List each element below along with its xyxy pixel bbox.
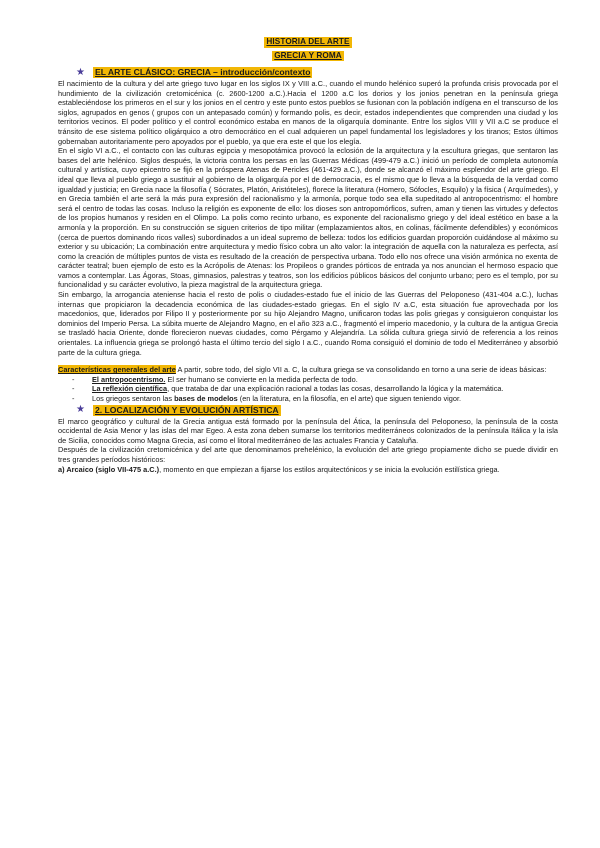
star-icon: ★ [76, 404, 85, 416]
title-block [58, 34, 558, 61]
characteristics-list [58, 375, 558, 404]
list-item [80, 394, 558, 404]
list-item-bold: La reflexión científica [92, 384, 168, 394]
list-item [80, 384, 558, 394]
page-title: HISTORIA DEL ARTE [266, 37, 350, 46]
section-heading-2 [76, 405, 558, 416]
star-icon: ★ [76, 66, 85, 78]
characteristics-paragraph [58, 365, 558, 375]
section-heading-2-text: 2. LOCALIZACIÓN Y EVOLUCIÓN ARTÍSTICA [94, 404, 279, 415]
list-item-text: , que trataba de dar una explicación racional a todas las cosas, desarrollando la lógica y la matemática. [167, 384, 504, 394]
paragraph-intro: El nacimiento de la cultura y del arte griego tuvo lugar en los siglos IX y VIII a.C., cuando el mundo helénico superó la profunda crisis provocada por el hundimiento de la civilización cretomicénica (c. 2600-1200 a.C.).Hacia el 1200 a.C los dorios y los jonios penetran en la península griega estableciéndose los primeros en el sur y los jonios en el centro y este punto estos pueblos se fusionan con la población indígena en el transcurso de los siglos, agrupados en genos ( grupos con un antepasado común) y formando polis, es decir, estados independientes que comprenden una ciudad y los territorios vecinos. El poder político y el control económico estaba en manos de la oligarquía dominante. Entre los siglos VIII y VII a.C se produce el tránsito de ese sistema político oligárquico a otro democrático en el cual adquieren un papel fundamental los legisladores y los tiranos; Estos últimos gobernaban autoritariamente pero apoyados por el pueblo, ya que era este el que los elegía. [58, 79, 558, 146]
paragraph-classical-art: En el siglo VI a.C., el contacto con las culturas egipcia y mesopotámica provocó la eclosión de la arquitectura y la escultura griegas, que sentaron las bases del arte helénico. Siglos después, la victoria contra los persas en las Guerras Médicas (499-479 a.C.) inició un período de completa autonomía cultural y artística, cuyo epicentro se fijó en la próspera Atenas de Pericles (461-429 a.C.), donde se alcanzó el máximo esplendor del arte griego. El ideal que lleva al pueblo griego a sustituir al gobierno de la oligarquía por el de democracia, es el mismo que lo lleva a la búsqueda de la verdad como igualdad y justicia; en Grecia nace la filosofía ( Sócrates, Platón, Aristóteles), florece la literatura (Homero, Sófocles, Esquilo) y la física ( Arquímedes), y en Grecia también el arte será la más pura expresión del racionalismo y la armonía, porque todo sea ella supeditado al antropocentrismo: el hombre será el centro de todas las cosas. Incluso la religión es exponente de ello: los dioses son antropomórficos, sufren, aman y tienen las virtudes y defectos de los propios humanos y residen en el Olimpo. La polis como recinto urbano, es exponente del racionalismo griego y del ideal estético en base a la armonía y la proporción. En su construcción se siguen criterios de tipo militar (emplazamientos altos, en colinas, fácilmente defendibles) y económicos (cerca de puertos dominando ricos valles) subordinados a un ideal supremo de belleza: todos los edificios guardan proporción cuidándose al máximo su exterior y su ubicación; La combinación entre arquitectura y medio físico cobra un alto valor: la integración de aquella con la naturaleza es perfecta, así como la creación de múltiples puntos de vista es resultado de la creación de perspectiva urbana. Todo ello nos ofrece una visión armónica no exenta de carácter teatral; buen ejemplo de esto es la Acrópolis de Atenas: los Propileos o grandes pórticos de entrada ya nos anuncian el hermoso espacio que vamos a contemplar. Las Ágoras, Stoas, gimnasios, palestras y teatros, son los edificios públicos básicos del conjunto urbano; pero es el templo, por su funcionalidad y su carácter evolutivo, la pieza magistral de la arquitectura griega. [58, 146, 558, 290]
paragraph-evolution: Después de la civilización cretomicénica y del arte que denominamos prehelénico, la evolución del arte griego propiamente dicho se puede dividir en tres grandes períodos históricos: [58, 445, 558, 464]
list-item-text: (en la literatura, en la filosofía, en el arte) que siguen teniendo vigor. [237, 394, 462, 403]
paragraph-geography: El marco geográfico y cultural de la Grecia antigua está formado por la península del Ática, la península del Peloponeso, la península de la costa occidental de Asia Menor y las islas del mar Egeo. A esta zona deben sumarse los territorios mediterráneos colonizados de la península Itálica y la isla de Sicilia, conocidos como Magna Grecia, así como el litoral mediterráneo de las actuales Francia y Cataluña. [58, 416, 558, 445]
paragraph-period-a [58, 465, 558, 475]
list-item-pre: Los griegos sentaron las [92, 394, 175, 403]
characteristics-intro: A partir, sobre todo, del siglo VII a. C, la cultura griega se va consolidando en torno a una serie de ideas básicas: [175, 365, 547, 375]
characteristics-label: Características generales del arte [58, 365, 176, 375]
list-item-bold: El antropocentrismo. [92, 374, 166, 384]
section-heading-1 [76, 67, 558, 78]
page-subtitle: GRECIA Y ROMA [274, 50, 342, 60]
paragraph-decline: Sin embargo, la arrogancia ateniense hacia el resto de polis o ciudades-estado fue el inicio de las Guerras del Peloponeso (431-404 a.C.), luchas internas que propiciaron la decadencia económica de las ciudades-estado griegas. En el siglo IV a.C, esta situación fue aprovechada por los macedonios, que, liderados por Filipo II y posteriormente por su hijo Alejandro Magno, unificaron todas las polis griegas y consiguieron conquistar los dominios del Imperio Persa. La súbita muerte de Alejandro Magno, en el año 323 a.C., fragmentó el imperio macedonio, y la cultura de la antigua Grecia se trasladó hacia Oriente, donde florecieron nuevas ciudades, como Pérgamo y Alejandría. La sólida cultura griega sirvió de referencia a los reinos orientales. La influencia griega se prolongó hasta el último tercio del siglo I a.C., cuando Roma consiguió el dominio de todo el Mediterráneo y absorbió parte de la cultura griega. [58, 290, 558, 357]
period-a-text: , momento en que empiezan a fijarse los estilos arquitectónicos y se inicia la evolución estilística griega. [159, 464, 500, 474]
list-item [80, 375, 558, 385]
section-heading-1-text: EL ARTE CLÁSICO: GRECIA – introducción/contexto [94, 67, 311, 77]
list-item-text: El ser humano se convierte en la medida perfecta de todo. [165, 374, 358, 384]
list-item-bold: bases de modelos [174, 394, 238, 403]
period-a-label: a) Arcaico (siglo VII-475 a.C.) [58, 464, 160, 474]
